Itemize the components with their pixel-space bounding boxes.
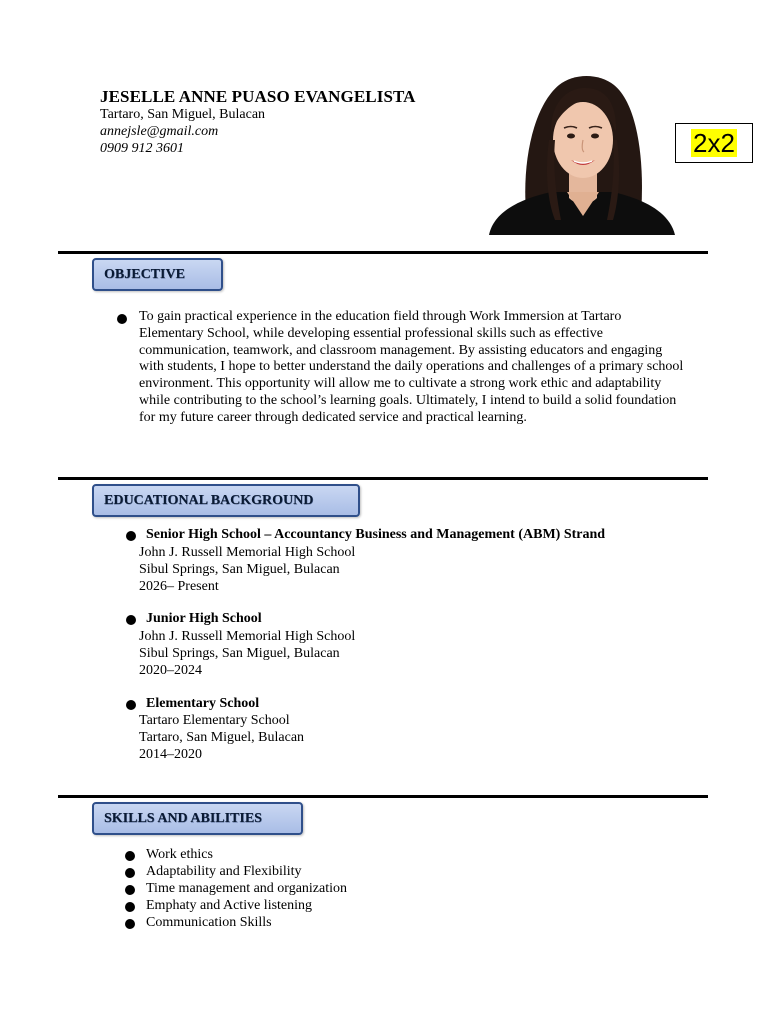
edu-location: Sibul Springs, San Miguel, Bulacan	[139, 646, 340, 661]
section-divider	[58, 795, 708, 798]
edu-level: Senior High School – Accountancy Business and Management (ABM) Strand	[146, 527, 606, 542]
edu-school: John J. Russell Memorial High School	[139, 629, 356, 644]
phone: 0909 912 3601	[100, 141, 184, 156]
edu-school: John J. Russell Memorial High School	[139, 545, 356, 560]
skills-heading: SKILLS AND ABILITIES	[104, 810, 262, 826]
skill-item: Time management and organization	[146, 881, 348, 896]
bullet-icon	[126, 531, 136, 541]
edu-location: Sibul Springs, San Miguel, Bulacan	[139, 562, 340, 577]
bullet-icon	[126, 615, 136, 625]
skill-item: Emphaty and Active listening	[146, 898, 313, 913]
bullet-icon	[125, 919, 135, 929]
bullet-icon	[125, 902, 135, 912]
photo-size-label	[675, 123, 753, 163]
skill-item: Adaptability and Flexibility	[146, 864, 302, 879]
skill-item: Communication Skills	[146, 915, 272, 930]
bullet-icon	[125, 868, 135, 878]
applicant-name: JESELLE ANNE PUASO EVANGELISTA	[100, 87, 416, 106]
section-divider	[58, 251, 708, 254]
edu-level: Elementary School	[146, 696, 260, 711]
edu-years: 2014–2020	[139, 747, 202, 762]
skill-item: Work ethics	[146, 847, 213, 862]
section-divider	[58, 477, 708, 480]
education-heading-box	[92, 484, 360, 517]
bullet-icon	[125, 851, 135, 861]
skills-heading-box	[92, 802, 303, 835]
education-heading: EDUCATIONAL BACKGROUND	[104, 492, 314, 508]
edu-school: Tartaro Elementary School	[139, 713, 290, 728]
objective-text: To gain practical experience in the education field through Work Immersion at Tartaro Elementary School, while developing essential professional skills such as effective communication, teamwork, and classroom management. By assisting educators and engaging with students, I hope to better understand the daily operations and challenges of a primary school environment. This opportunity will allow me to cultivate a strong work ethic and adaptability while contributing to the school’s learning goals. Ultimately, I intend to build a solid foundation for my future career through dedicated service and practical learning.	[139, 309, 684, 425]
edu-level: Junior High School	[146, 611, 262, 626]
objective-heading: OBJECTIVE	[104, 266, 185, 282]
edu-years: 2020–2024	[139, 663, 202, 678]
bullet-icon	[125, 885, 135, 895]
bullet-icon	[117, 314, 127, 324]
profile-photo	[489, 70, 675, 235]
edu-years: 2026– Present	[139, 579, 219, 594]
bullet-icon	[126, 700, 136, 710]
edu-location: Tartaro, San Miguel, Bulacan	[139, 730, 305, 745]
address: Tartaro, San Miguel, Bulacan	[100, 107, 266, 122]
objective-heading-box	[92, 258, 223, 291]
email: annejsle@gmail.com	[100, 124, 219, 139]
photo-size-text: 2x2	[693, 128, 735, 158]
